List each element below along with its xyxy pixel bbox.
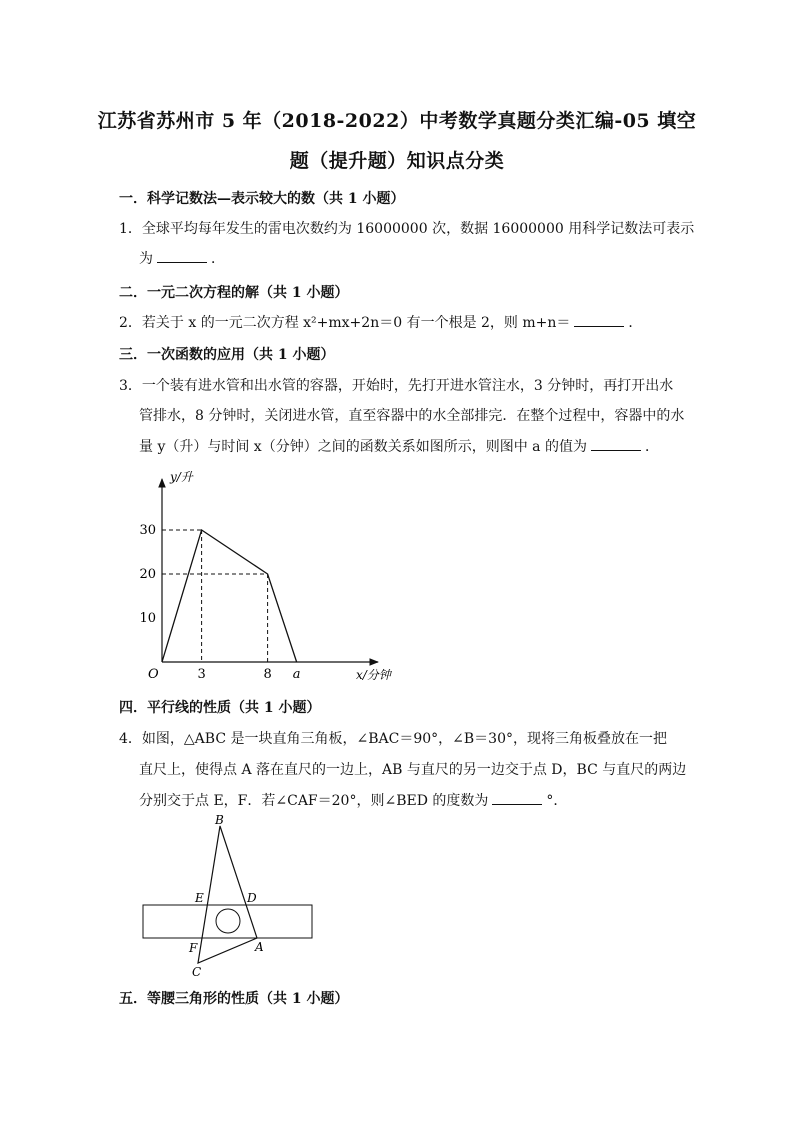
y-tick-label: 10 xyxy=(139,611,156,626)
label-a: A xyxy=(255,940,264,954)
question-4-line-3: 分别交于点 E，F．若∠CAF＝20°，则∠BED 的度数为 °． xyxy=(139,790,567,810)
label-c: C xyxy=(192,965,202,979)
label-d: D xyxy=(247,891,257,905)
document-title-line-2: 题（提升题）知识点分类 xyxy=(289,150,505,172)
answer-blank xyxy=(574,312,624,327)
answer-blank xyxy=(157,248,207,263)
question-3-line-1: 3．一个装有进水管和出水管的容器，开始时，先打开进水管注水，3 分钟时，再打开出水 xyxy=(119,378,674,394)
x-tick-label: a xyxy=(292,667,301,682)
origin-label: O xyxy=(148,667,159,682)
question-1-line-2: 为 ． xyxy=(139,248,225,268)
y-tick-label: 20 xyxy=(139,567,156,582)
question-1-line-1: 1．全球平均每年发生的雷电次数约为 16000000 次，数据 16000000 用科学记数法可表示 xyxy=(119,221,695,237)
label-b: B xyxy=(215,813,224,827)
section-heading-2: 二．一元二次方程的解（共 1 小题） xyxy=(119,285,349,301)
function-graph xyxy=(120,465,410,690)
label-e: E xyxy=(195,891,204,905)
question-3-line-3: 量 y（升）与时间 x（分钟）之间的函数关系如图所示，则图中 a 的值为 ． xyxy=(139,436,659,456)
question-4-line-2: 直尺上，使得点 A 落在直尺的一边上，AB 与直尺的另一边交于点 D，BC 与直尺的两边 xyxy=(139,762,687,778)
y-axis-label: y/升 xyxy=(170,470,193,484)
document-title-line-1: 江苏省苏州市 5 年（2018-2022）中考数学真题分类汇编-05 填空 xyxy=(97,110,697,132)
answer-blank xyxy=(492,790,542,805)
question-3-line-2: 管排水，8 分钟时，关闭进水管，直至容器中的水全部排完．在整个过程中，容器中的水 xyxy=(139,408,685,424)
question-4-line-1: 4．如图，△ABC 是一块直角三角板，∠BAC＝90°，∠B＝30°，现将三角板叠放在一把 xyxy=(119,731,667,747)
section-heading-5: 五．等腰三角形的性质（共 1 小题） xyxy=(119,991,349,1007)
label-f: F xyxy=(189,941,198,955)
x-tick-label: 8 xyxy=(263,667,272,682)
section-heading-1: 一．科学记数法—表示较大的数（共 1 小题） xyxy=(119,191,405,207)
x-axis-label: x/分钟 xyxy=(356,668,391,682)
series-line xyxy=(162,530,297,662)
y-tick-label: 30 xyxy=(139,523,156,538)
answer-blank xyxy=(591,436,641,451)
ruler-hole xyxy=(216,909,240,933)
section-heading-3: 三．一次函数的应用（共 1 小题） xyxy=(119,347,335,363)
x-tick-label: 3 xyxy=(197,667,206,682)
triangle-ruler-figure xyxy=(136,810,321,980)
question-2-line-1: 2．若关于 x 的一元二次方程 x²+mx+2n＝0 有一个根是 2，则 m+n＝ ． xyxy=(119,312,642,332)
section-heading-4: 四．平行线的性质（共 1 小题） xyxy=(119,700,321,716)
